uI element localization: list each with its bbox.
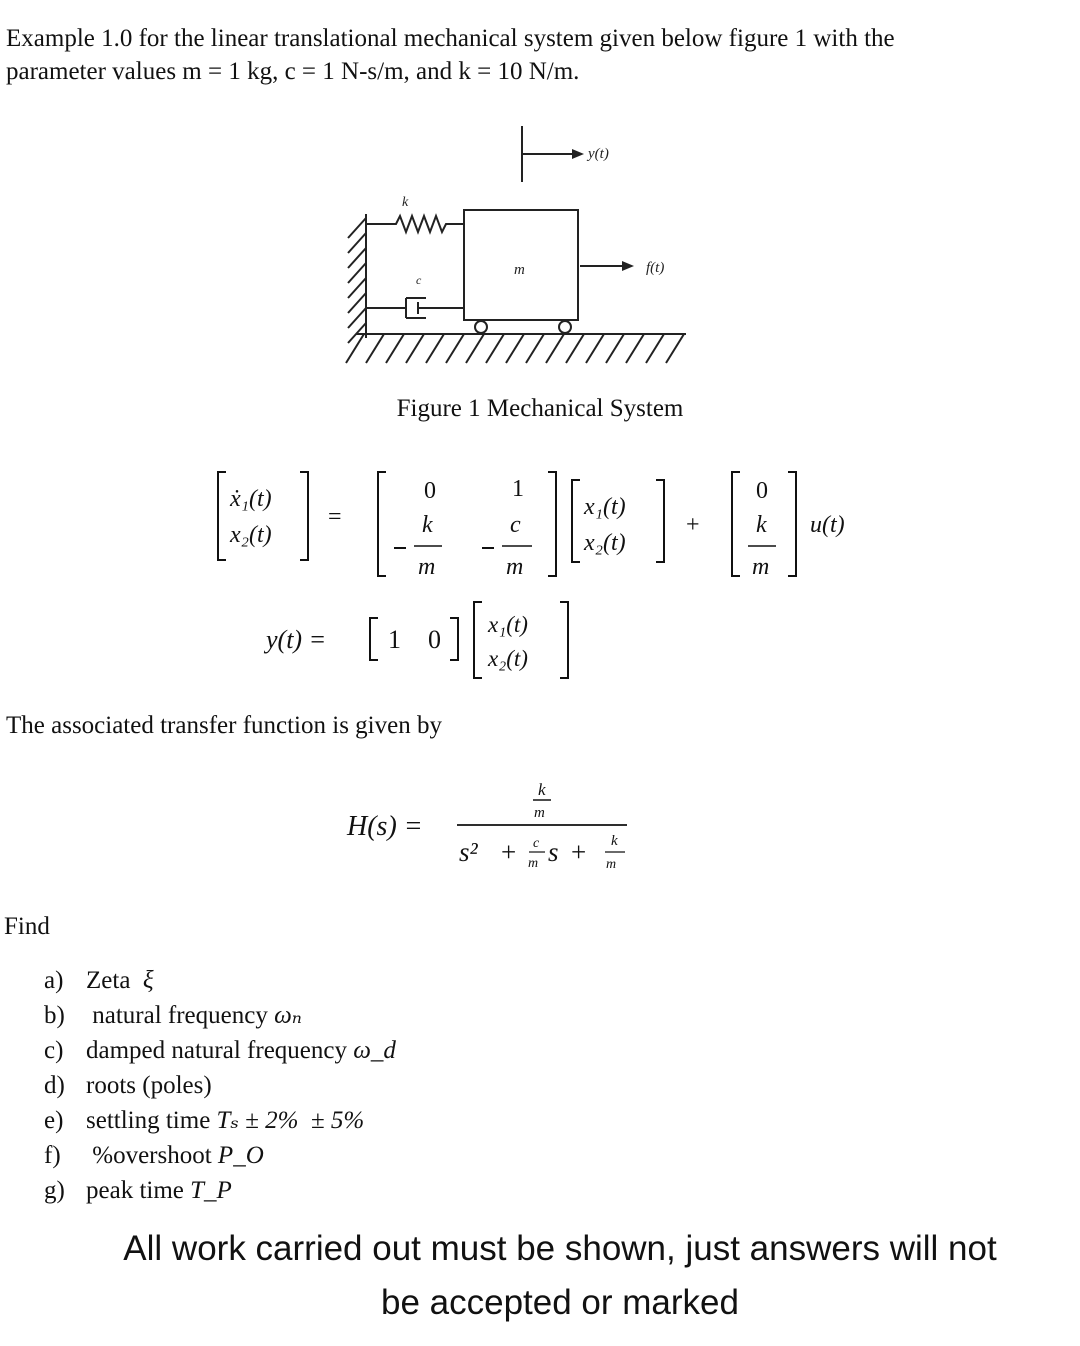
equals-sign: = [328, 504, 342, 530]
tf-num-k: k [538, 780, 546, 799]
question-d: d) roots (poles) [44, 1072, 212, 1099]
tf-num-m: m [534, 805, 545, 821]
notice-line-1: All work carried out must be shown, just answers will not [123, 1229, 997, 1268]
output-x2: x₂(t) [488, 646, 528, 671]
tf-s: s [548, 837, 559, 867]
c-matrix-1: 1 [388, 625, 401, 654]
ground-hatching [346, 334, 684, 363]
displacement-arrowhead [572, 149, 584, 159]
tf-c: c [533, 836, 540, 851]
question-f: f) %overshoot P_O [44, 1142, 264, 1169]
find-heading: Find [4, 913, 50, 940]
question-c: c) damped natural frequency ω_d [44, 1037, 396, 1064]
transfer-function-intro: The associated transfer function is given by [6, 712, 442, 739]
work-shown-notice [60, 1222, 1060, 1330]
damper [366, 298, 464, 318]
notice-line-2: be accepted or marked [381, 1283, 739, 1322]
a21-num: k [422, 512, 433, 538]
output-equation [262, 596, 592, 682]
question-b: b) natural frequency ωₙ [44, 1002, 302, 1029]
tf-m-2: m [606, 857, 617, 872]
a22-den: m [506, 554, 524, 580]
state-x2-right: x₂(t) [584, 530, 626, 556]
transfer-function-equation [345, 775, 645, 875]
intro-line-2: parameter values m = 1 kg, c = 1 N-s/m, and k = 10 N/m. [6, 58, 580, 85]
a21-den: m [418, 554, 436, 580]
tf-plus-1: + [501, 837, 517, 867]
question-list [44, 963, 396, 1208]
a12: 1 [512, 476, 524, 502]
tf-k: k [611, 833, 618, 849]
output-lhs: y(t) = [266, 625, 327, 654]
state-x2-left: x₂(t) [230, 522, 272, 548]
state-x1-right: x₁(t) [584, 494, 626, 520]
plus-sign: + [686, 512, 700, 538]
label-c: c [416, 273, 422, 287]
label-m: m [514, 262, 525, 278]
label-k: k [402, 195, 409, 210]
b2-den: m [752, 554, 770, 580]
tf-plus-2: + [571, 837, 587, 867]
problem-intro [6, 22, 1066, 88]
question-a: a) Zeta ξ [44, 967, 154, 994]
state-derivative: ẋ₁(t) [230, 486, 272, 512]
input-u: u(t) [810, 512, 845, 538]
output-x1: x₁(t) [488, 612, 528, 637]
b1: 0 [756, 478, 768, 504]
figure-caption: Figure 1 Mechanical System [396, 395, 684, 422]
a11: 0 [424, 478, 436, 504]
force-arrowhead [622, 261, 634, 271]
label-y: y(t) [588, 146, 609, 162]
c-matrix-2: 0 [428, 625, 441, 654]
a22-num: c [510, 512, 521, 538]
spring [366, 216, 464, 232]
state-space-equation [210, 460, 890, 585]
question-g: g) peak time T_P [44, 1177, 232, 1204]
tf-lhs: H(s) = [347, 811, 423, 842]
wall-hatching [348, 218, 366, 343]
wheel-left [475, 321, 487, 333]
label-f: f(t) [646, 260, 665, 276]
tf-s2: s² [459, 837, 478, 867]
b2-num: k [756, 512, 767, 538]
tf-m-1: m [528, 856, 539, 871]
question-e: e) settling time Tₛ ± 2% ± 5% [44, 1107, 365, 1134]
mechanical-system-figure [336, 118, 696, 380]
intro-line-1: Example 1.0 for the linear translational mechanical system given below figure 1 with the [6, 25, 895, 52]
wheel-right [559, 321, 571, 333]
